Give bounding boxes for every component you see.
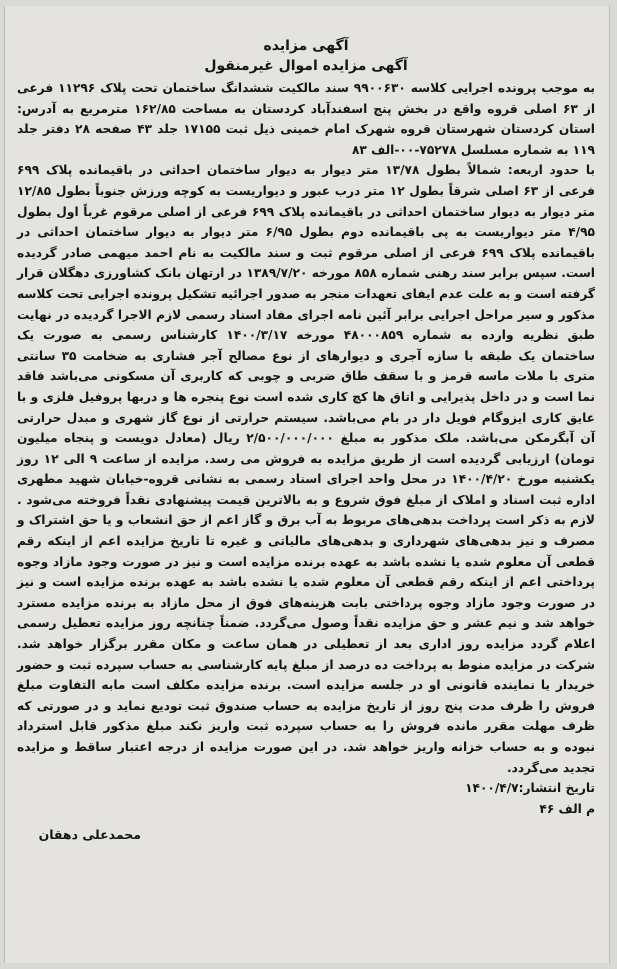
- property-description-paragraph: به موجب پرونده اجرایی کلاسه ۹۹۰۰۶۳۰ سند مالکیت ششدانگ ساختمان تحت پلاک ۱۱۲۹۶ فرعی از ۶۳ اصلی قروه واقع در بخش پنج اسفندآباد کردستان به مساحت ۱۶۲/۸۵ مترمربع به آدرس: استان کردستان شهرستان قروه شهرک امام خمینی ذیل ثبت ۱۷۱۵۵ جلد ۴۳ صفحه ۲۸ دفتر جلد ۱۱۹ به شماره مسلسل ۷۵۲۷۸-۰۰-الف ۸۳: [17, 81, 596, 157]
- auction-details-paragraph: با حدود اربعه: شمالاً بطول ۱۳/۷۸ متر دیوار به دیوار ساختمان احداثی در باقیمانده پلاک ۶۹۹ فرعی از ۶۳ اصلی شرقاً بطول ۱۲ متر درب عبور و دیواریست به کوچه ورزش جنوباً بطول ۱۲/۸۵ متر دیوار به دیوار ساختمان احداثی در باقیمانده پلاک ۶۹۹ فرعی از اصلی مرقوم غرباً اول بطول ۴/۹۵ متر دیواریست به پی باقیمانده دوم بطول ۶/۹۵ متر دیوار به دیوار ساختمان احداثی در باقیمانده پلاک ۶۹۹ فرعی از اصلی مرقوم ثبت و سند مالکیت به نام احمد میهمی صادر گردیده است. سپس برابر سند رهنی شماره ۸۵۸ مورخه ۱۳۸۹/۷/۲۰ در ارتهان بانک کشاورزی دهگلان قرار گرفته است و به علت عدم ایفای تعهدات منجر به صدور اجرائیه تشکیل پرونده اجرایی تحت کلاسه مذکور و سیر مراحل اجرایی برابر آئین نامه اجرای مفاد اسناد رسمی لازم الاجرا گردیده در نهایت طبق نظریه وارده به شماره ۴۸۰۰۰۸۵۹ مورخه ۱۴۰۰/۳/۱۷ کارشناس رسمی به صورت یک ساختمان یک طبقه با سازه آجری و دیوارهای از نوع مصالح آجر فشاری به ضخامت ۳۵ سانتی متری با ملات ماسه قرمز و با سقف طاق ضربی و چوبی که کاربری آن مسکونی می‌باشد فاقد نما است و در داخل پذیرایی و اتاق ها کچ کاری شده است نوع پنجره ها و دربها پروفیل فلزی و با عایق کاری ایزوگام فویل دار در بام می‌باشد. سیستم حرارتی از نوع گاز شهری و مبدل حرارتی آن آبگرمکن می‌باشد. ملک مذکور به مبلغ ۲/۵۰۰/۰۰۰/۰۰۰ ریال (معادل دویست و پنجاه میلیون تومان) ارزیابی گردیده است از طریق مزایده به فروش می رسد. مزایده از ساعت ۹ الی ۱۲ روز یکشنبه مورخ ۱۴۰۰/۴/۲۰ در محل واحد اجرای اسناد رسمی به نشانی قروه-خیابان شهید مطهری اداره ثبت اسناد و املاک از مبلغ فوق شروع و به بالاترین قیمت پیشنهادی نقداً فروخته می‌شود . لازم به ذکر است پرداخت بدهی‌های مربوط به آب برق و گاز اعم از حق انشعاب و یا حق اشتراک و مصرف و نیز بدهی‌های شهرداری و بدهی‌های مالیاتی و غیره تا تاریخ مزایده اعم از اینکه رقم قطعی آن معلوم شده یا نشده باشد به عهده برنده مزایده است و نیز در صورت وجود مازاد وجوه پرداختی اعم از اینکه رقم قطعی آن معلوم شده یا نشده باشد به عهده برنده مزایده است و نیز در صورت وجود مازاد وجوه پرداختی بابت هزینه‌های فوق از محل مازاد به برنده مزایده مسترد خواهد شد و نیم عشر و حق مزایده نقداً وصول می‌گردد. ضمناً چنانچه روز مزایده تعطیل رسمی اعلام گردد مزایده روز اداری بعد از تعطیلی در همان ساعت و مکان مقرر برگزار خواهد شد. شرکت در مزایده منوط به پرداخت ده درصد از مبلغ پایه کارشناسی به حساب سپرده ثبت و حضور خریدار یا نماینده قانونی او در جلسه مزایده است. برنده مزایده مکلف است مابه التفاوت مبلغ فروش را ظرف مدت پنج روز از تاریخ مزایده به حساب صندوق ثبت تودیع نماید و در صورتی که ظرف مهلت مقرر مانده فروش را به حساب سپرده ثبت واریز نکند مبلغ مذکور قابل استرداد نبوده و به حساب خزانه واریز خواهد شد. در این صورت مزایده از درجه اعتبار ساقط و مزایده تجدید می‌گردد.: [17, 163, 596, 775]
- notice-body: [17, 78, 595, 778]
- newspaper-clipping: [4, 6, 610, 963]
- reference-code: م الف ۴۶: [539, 801, 595, 816]
- notice-subtitle: آگهی مزایده اموال غیرمنقول: [204, 58, 408, 74]
- signature-name: محمدعلی دهقان: [38, 827, 141, 843]
- notice-title: آگهی مزایده: [263, 38, 349, 54]
- publish-date: تاریخ انتشار:۱۴۰۰/۴/۷: [465, 781, 595, 796]
- notice-meta: [17, 778, 595, 819]
